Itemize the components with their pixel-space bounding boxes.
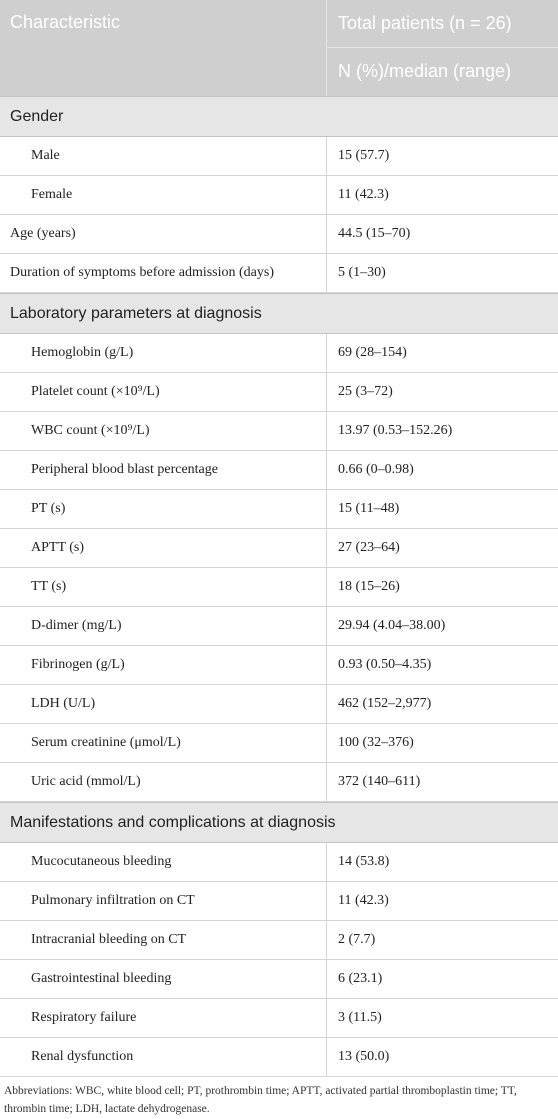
table-row <box>0 215 558 254</box>
row-label: Female <box>0 176 327 214</box>
row-label: Fibrinogen (g/L) <box>0 646 327 684</box>
row-value: 0.66 (0–0.98) <box>338 462 414 477</box>
table-row <box>0 412 558 451</box>
section-header: Laboratory parameters at diagnosis <box>0 293 558 334</box>
table-row <box>0 373 558 412</box>
row-label: APTT (s) <box>0 529 327 567</box>
row-value: 11 (42.3) <box>338 187 389 202</box>
row-label: Age (years) <box>0 215 327 253</box>
table-row <box>0 254 558 293</box>
row-label: Gastrointestinal bleeding <box>0 960 327 998</box>
row-value: 14 (53.8) <box>338 854 390 869</box>
row-value: 462 (152–2,977) <box>338 696 432 711</box>
row-label: Uric acid (mmol/L) <box>0 763 327 801</box>
row-label: LDH (U/L) <box>0 685 327 723</box>
table-row <box>0 451 558 490</box>
table-row <box>0 960 558 999</box>
table-row <box>0 607 558 646</box>
table-footnote: Abbreviations: WBC, white blood cell; PT, prothrombin time; APTT, activated partial thromboplastin time; TT, thrombin time; LDH, lactate dehydrogenase. <box>4 1085 517 1115</box>
table-row <box>0 882 558 921</box>
row-value: 29.94 (4.04–38.00) <box>338 618 446 633</box>
header-characteristic: Characteristic <box>0 0 327 96</box>
row-value: 6 (23.1) <box>338 971 383 986</box>
header-stat: N (%)/median (range) <box>338 61 512 81</box>
row-value: 11 (42.3) <box>338 893 389 908</box>
row-label: Pulmonary infiltration on CT <box>0 882 327 920</box>
row-value: 44.5 (15–70) <box>338 226 411 241</box>
header-total-column <box>327 0 558 96</box>
table-row <box>0 568 558 607</box>
table-row <box>0 529 558 568</box>
row-value: 5 (1–30) <box>338 265 386 280</box>
row-label: Serum creatinine (μmol/L) <box>0 724 327 762</box>
row-value: 15 (57.7) <box>338 148 390 163</box>
row-value: 2 (7.7) <box>338 932 376 947</box>
row-label: Respiratory failure <box>0 999 327 1037</box>
section-header: Gender <box>0 96 558 137</box>
row-label: Intracranial bleeding on CT <box>0 921 327 959</box>
table-row <box>0 490 558 529</box>
row-label: Hemoglobin (g/L) <box>0 334 327 372</box>
row-value: 372 (140–611) <box>338 774 421 789</box>
row-value: 18 (15–26) <box>338 579 400 594</box>
row-value: 13.97 (0.53–152.26) <box>338 423 453 438</box>
row-label: Platelet count (×10⁹/L) <box>0 373 327 411</box>
row-value: 15 (11–48) <box>338 501 400 516</box>
table-row <box>0 646 558 685</box>
table-body <box>0 96 558 1077</box>
row-value: 69 (28–154) <box>338 345 407 360</box>
row-label: Male <box>0 137 327 175</box>
table-row <box>0 334 558 373</box>
row-value: 13 (50.0) <box>338 1049 390 1064</box>
row-value: 25 (3–72) <box>338 384 393 399</box>
table-row <box>0 763 558 802</box>
row-value: 100 (32–376) <box>338 735 414 750</box>
row-label: Mucocutaneous bleeding <box>0 843 327 881</box>
table-header <box>0 0 558 96</box>
row-label: D-dimer (mg/L) <box>0 607 327 645</box>
row-label: WBC count (×10⁹/L) <box>0 412 327 450</box>
row-label: PT (s) <box>0 490 327 528</box>
row-value: 3 (11.5) <box>338 1010 382 1025</box>
row-label: TT (s) <box>0 568 327 606</box>
table-row <box>0 843 558 882</box>
section-header: Manifestations and complications at diagnosis <box>0 802 558 843</box>
table-row <box>0 921 558 960</box>
row-label: Renal dysfunction <box>0 1038 327 1076</box>
table-row <box>0 999 558 1038</box>
row-value: 0.93 (0.50–4.35) <box>338 657 432 672</box>
row-label: Duration of symptoms before admission (days) <box>0 254 327 292</box>
table-row <box>0 1038 558 1077</box>
table-row <box>0 176 558 215</box>
table-row <box>0 685 558 724</box>
row-label: Peripheral blood blast percentage <box>0 451 327 489</box>
table-row <box>0 137 558 176</box>
header-total: Total patients (n = 26) <box>327 0 558 48</box>
table-row <box>0 724 558 763</box>
row-value: 27 (23–64) <box>338 540 400 555</box>
